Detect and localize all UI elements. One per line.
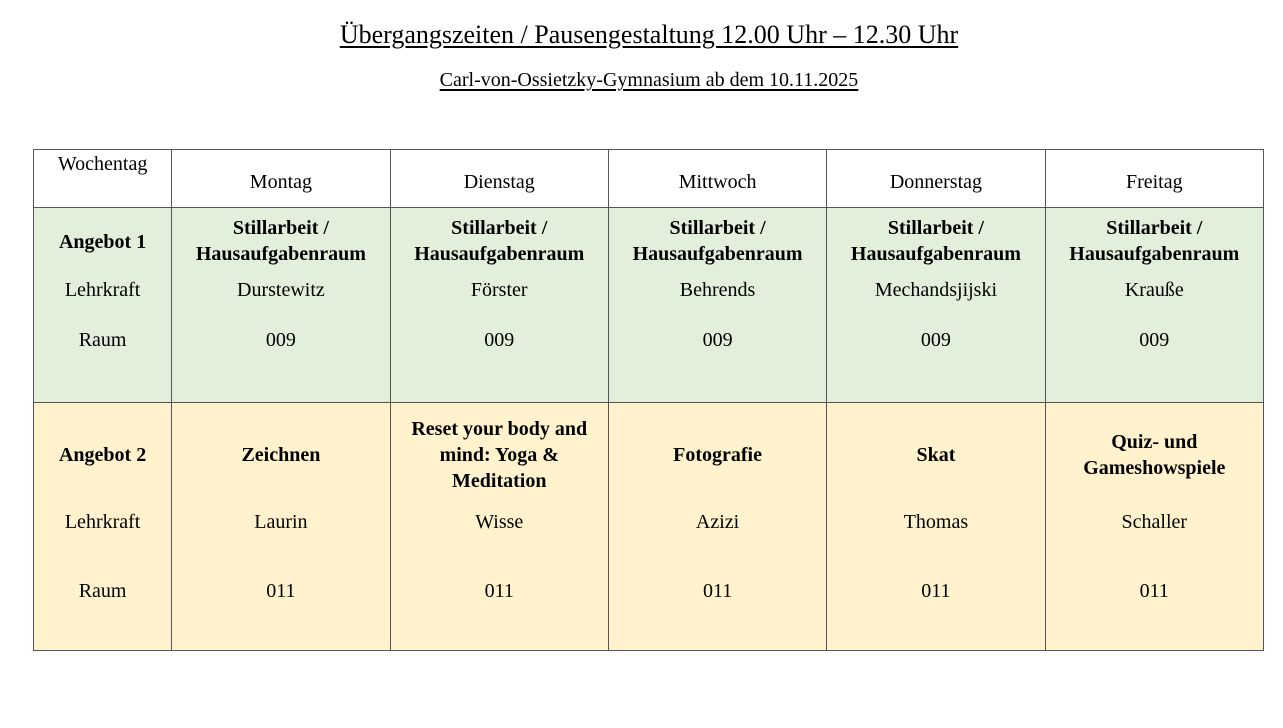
offer2-activity-wednesday: Fotografie [608,403,826,507]
offer2-teacher-thursday: Thomas [827,506,1045,571]
header-day-monday: Montag [172,150,390,208]
header-day-thursday: Donnerstag [827,150,1045,208]
offer2-teacher-friday: Schaller [1045,506,1263,571]
offer2-teacher-tuesday: Wisse [390,506,608,571]
offer2-activity-friday: Quiz- und Gameshowspiele [1045,403,1263,507]
offer1-room-wednesday: 009 [608,316,826,403]
offer2-room-monday: 011 [172,571,390,651]
offer2-teacher-wednesday: Azizi [608,506,826,571]
offer1-teacher-label: Lehrkraft [34,274,172,316]
offer1-room-label: Raum [34,316,172,403]
offer1-activity-friday: Stillarbeit / Hausaufgabenraum [1045,208,1263,275]
offer1-activity-monday: Stillarbeit / Hausaufgabenraum [172,208,390,275]
header-day-tuesday: Dienstag [390,150,608,208]
offer2-activity-thursday: Skat [827,403,1045,507]
table-header-row [34,150,1264,208]
offer1-teacher-thursday: Mechandsjijski [827,274,1045,316]
offer2-room-label: Raum [34,571,172,651]
header-day-wednesday: Mittwoch [608,150,826,208]
offer2-room-wednesday: 011 [608,571,826,651]
header-day-friday: Freitag [1045,150,1263,208]
offer2-teacher-monday: Laurin [172,506,390,571]
offer1-activity-tuesday: Stillarbeit / Hausaufgabenraum [390,208,608,275]
offer1-teacher-friday: Krauße [1045,274,1263,316]
offer1-room-friday: 009 [1045,316,1263,403]
offer2-room-row [34,571,1264,651]
offer1-teacher-wednesday: Behrends [608,274,826,316]
offer1-activity-wednesday: Stillarbeit / Hausaufgabenraum [608,208,826,275]
offer1-teacher-row [34,274,1264,316]
offer2-activity-monday: Zeichnen [172,403,390,507]
offer2-label: Angebot 2 [34,403,172,507]
offer1-activity-row [34,208,1264,275]
offer1-room-row [34,316,1264,403]
page-title: Übergangszeiten / Pausengestaltung 12.00 Uhr – 12.30 Uhr [339,20,959,49]
page-subtitle: Carl-von-Ossietzky-Gymnasium ab dem 10.11.2025 [439,69,859,91]
offer1-teacher-tuesday: Förster [390,274,608,316]
offer2-room-thursday: 011 [827,571,1045,651]
offer2-teacher-label: Lehrkraft [34,506,172,571]
schedule-table [33,149,1264,651]
offer2-room-tuesday: 011 [390,571,608,651]
offer1-room-tuesday: 009 [390,316,608,403]
offer2-room-friday: 011 [1045,571,1263,651]
offer2-activity-tuesday: Reset your body and mind: Yoga & Meditation [390,403,608,507]
header-weekday: Wochentag [34,150,172,208]
offer1-room-monday: 009 [172,316,390,403]
offer2-activity-row [34,403,1264,507]
offer1-label: Angebot 1 [34,208,172,275]
offer2-teacher-row [34,506,1264,571]
offer1-activity-thursday: Stillarbeit / Hausaufgabenraum [827,208,1045,275]
offer1-room-thursday: 009 [827,316,1045,403]
offer1-teacher-monday: Durstewitz [172,274,390,316]
